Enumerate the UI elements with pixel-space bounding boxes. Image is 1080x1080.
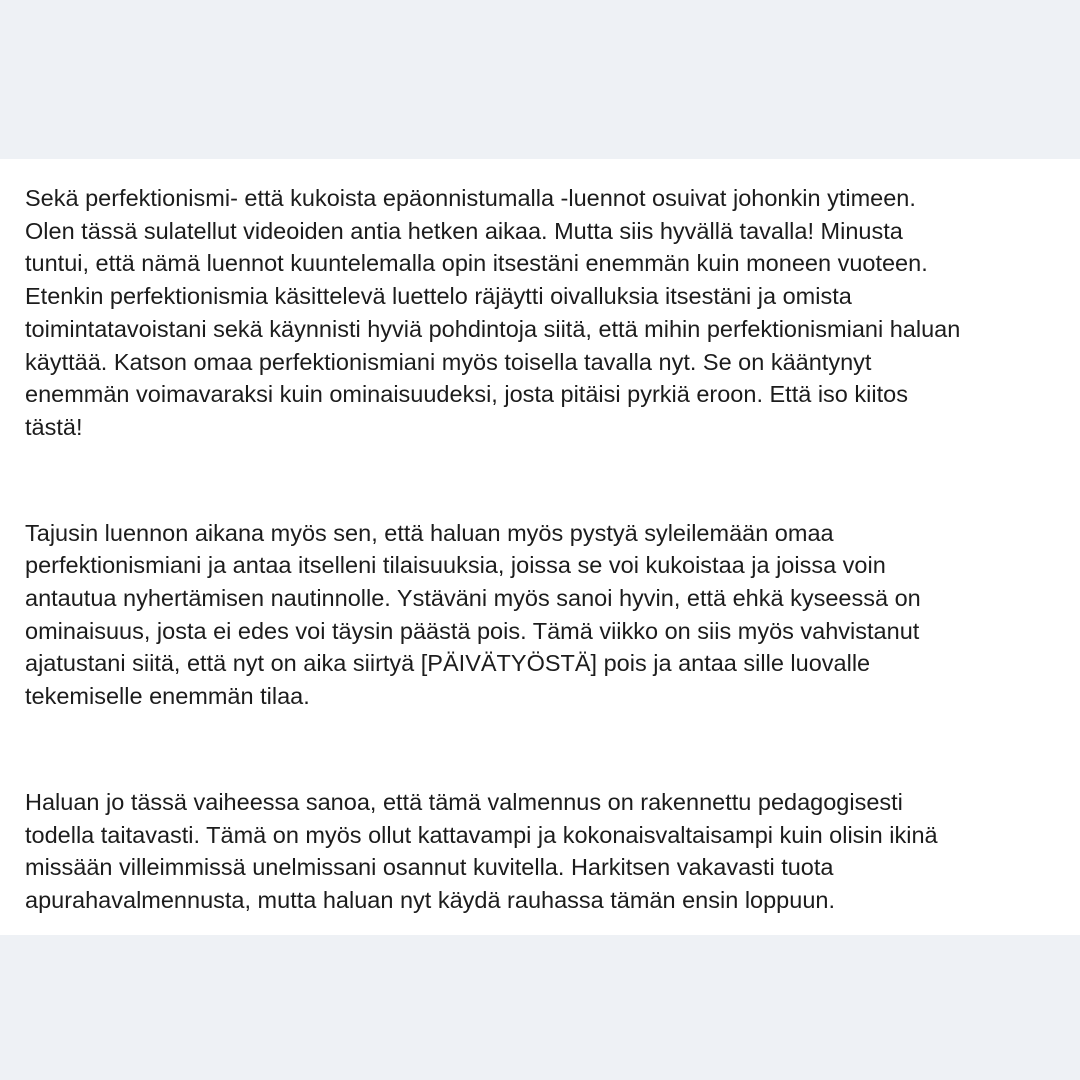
paragraph-2: Tajusin luennon aikana myös sen, että haluan myös pystyä syleilemään omaa perfektionismiani ja antaa itselleni tilaisuuksia, joissa se voi kukoistaa ja joissa voin antautua nyhertämisen nautinnolle. Ystäväni myös sanoi hyvin, että ehkä kyseessä on ominaisuus, josta ei edes voi täysin päästä pois. Tämä viikko on siis myös vahvistanut ajatustani siitä, että nyt on aika siirtyä [PÄIVÄTYÖSTÄ] pois ja antaa sille luovalle tekemiselle enemmän tilaa. — [25, 519, 921, 710]
paragraph-1: Sekä perfektionismi- että kukoista epäonnistumalla -luennot osuivat johonkin ytimeen. Olen tässä sulatellut videoiden antia hetken aikaa. Mutta siis hyvällä tavalla! Minusta tuntui, että nämä luennot kuuntelemalla opin itsestäni enemmän kuin moneen vuoteen. Etenkin perfektionismia käsittelevä luettelo räjäytti oivalluksia itsestäni ja omista toimintatavoistani sekä käynnisti hyviä pohdintoja siitä, että mihin perfektionismiani haluan käyttää. Katson omaa perfektionismiani myös toisella tavalla nyt. Se on kääntynyt enemmän voimavaraksi kuin ominaisuudeksi, josta pitäisi pyrkiä eroon. Että iso kiitos tästä! — [25, 185, 961, 440]
paragraph-3: Haluan jo tässä vaiheessa sanoa, että tämä valmennus on rakennettu pedagogisesti todella taitavasti. Tämä on myös ollut kattavampi ja kokonaisvaltaisampi kuin olisin ikinä missään villeimmissä unelmissani osannut kuvitella. Harkitsen vakavasti tuota apurahavalmennusta, mutta haluan nyt käydä rauhassa tämän ensin loppuun. — [25, 788, 938, 913]
text-card — [0, 159, 1080, 935]
